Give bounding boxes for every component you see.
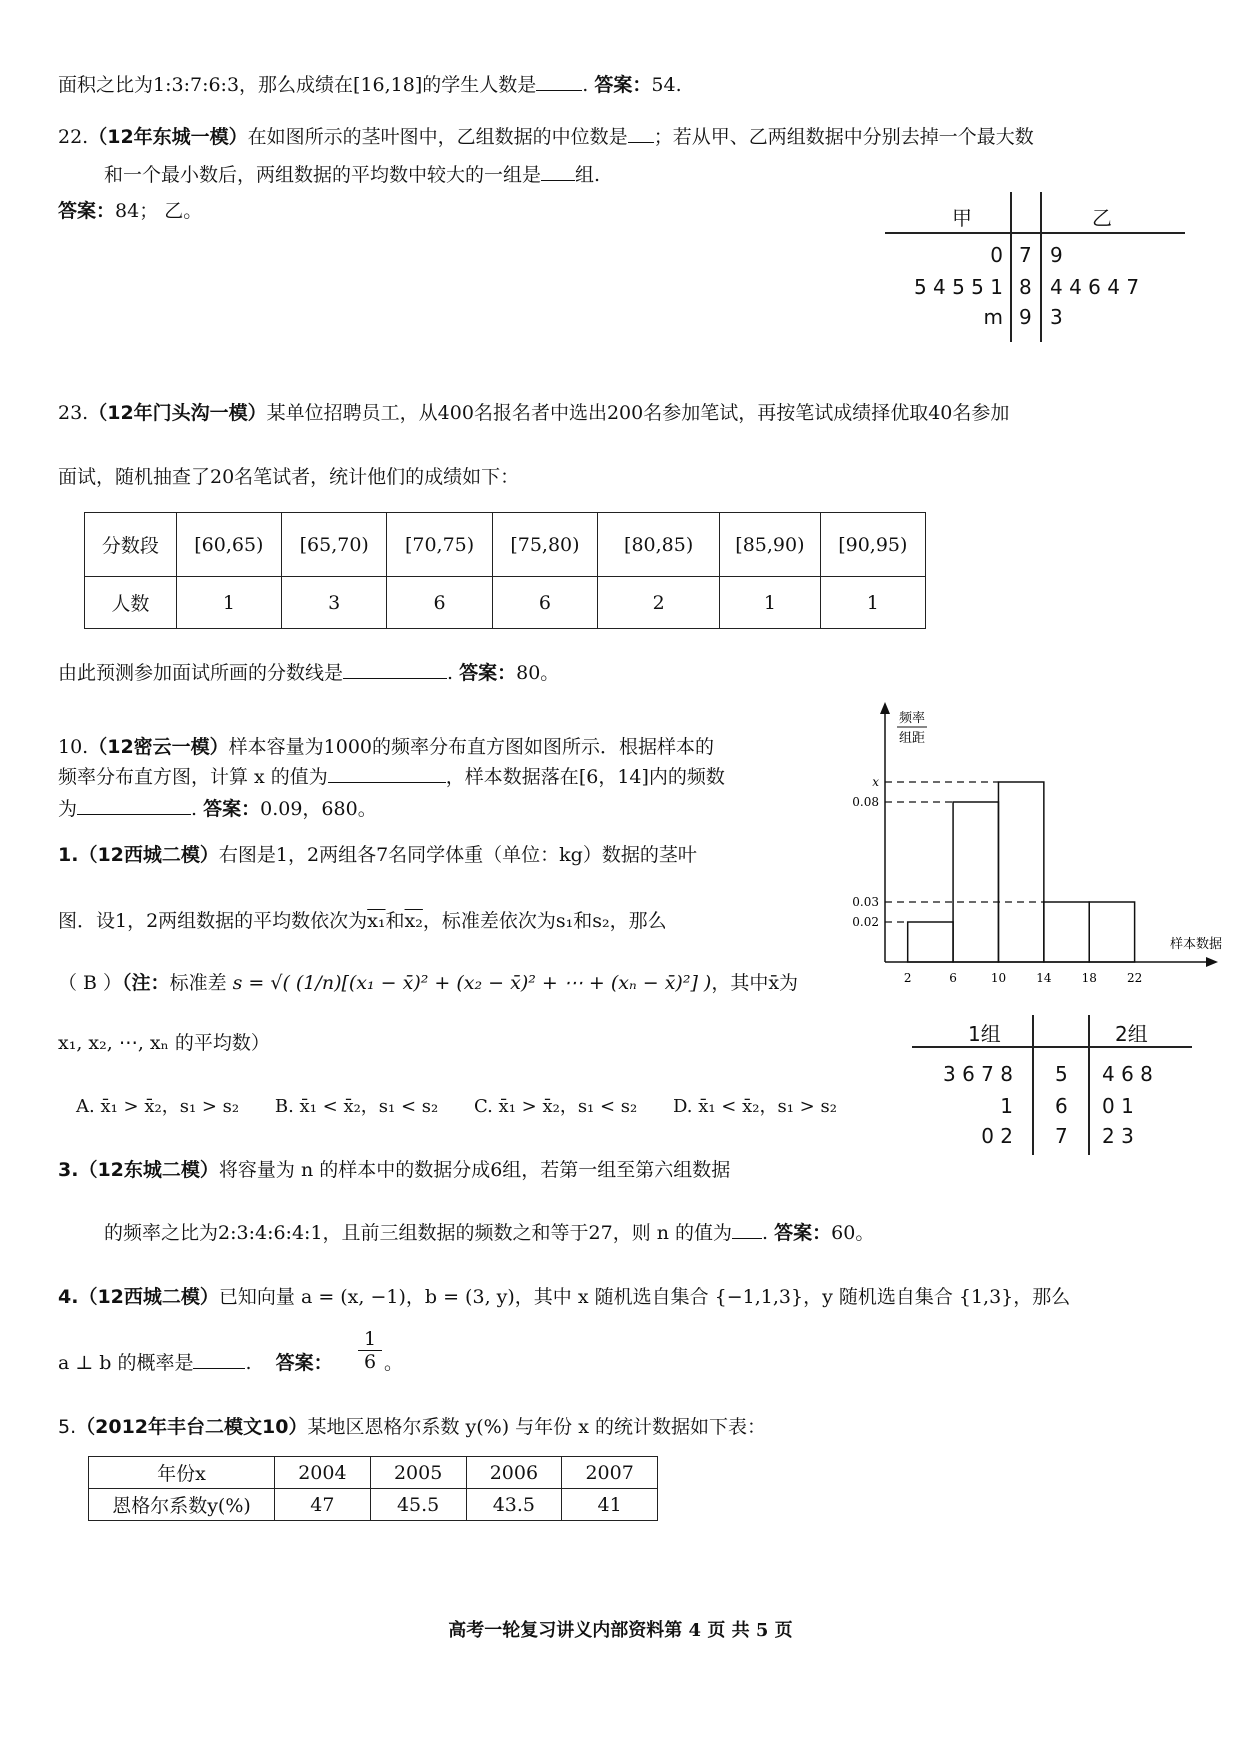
q5-td-1: 47	[275, 1489, 371, 1521]
q22-row1-left: 5 4 5 5 1	[913, 275, 1003, 299]
q10-line2: 频率分布直方图，计算 x 的值为 ，样本数据落在[6，14]内的频数	[58, 766, 725, 788]
q1-line1: 1.（12西城二模）右图是1，2两组各7名同学体重（单位：kg）数据的茎叶	[58, 844, 697, 866]
q22-right-header: 乙	[1092, 206, 1112, 230]
q1-row0-left: 3 6 7 8	[943, 1062, 1013, 1086]
q5-td-4: 41	[562, 1489, 658, 1521]
q5-th-3: 2006	[466, 1457, 562, 1489]
q23-td-1: 1	[176, 577, 281, 629]
q1-row1-stem: 6	[1055, 1094, 1068, 1118]
q1-row2-right: 2 3	[1102, 1124, 1134, 1148]
q22-answer: 答案：84； 乙。	[58, 200, 203, 222]
q22-line2: 和一个最小数后，两组数据的平均数中较大的一组是 组.	[104, 164, 601, 186]
q1-row1-left: 1	[1000, 1094, 1013, 1118]
frequency-histogram	[835, 700, 1225, 990]
y-tick-label: 0.03	[852, 895, 879, 909]
q3-line1: 3.（12东城二模）将容量为 n 的样本中的数据分成6组，若第一组至第六组数据	[58, 1159, 731, 1181]
q22-row0-right: 9	[1050, 243, 1063, 267]
q1-option-a[interactable]: A. x̄₁ > x̄₂，s₁ > s₂	[76, 1096, 240, 1117]
q1-line3: （ B ）（注：标准差 s = √( (1/n)[(x₁ − x̄)² + (x₂ − x̄)² + ⋯ + (xₙ − x̄)²] )，其中x̄为	[58, 972, 799, 994]
q1-left-header: 1组	[968, 1022, 1001, 1046]
x-tick-label: 6	[949, 971, 957, 985]
q1-row0-right: 4 6 8	[1102, 1062, 1153, 1086]
x-tick-label: 22	[1126, 971, 1143, 985]
q1-row0-stem: 5	[1055, 1062, 1068, 1086]
q22-row2-stem: 9	[1019, 305, 1032, 329]
q3-line2: 的频率之比为2:3:4:6:4:1，且前三组数据的频数之和等于27，则 n 的值为 . 答案：60。	[104, 1222, 875, 1244]
q23-td-2: 3	[282, 577, 387, 629]
q23-td-7: 1	[820, 577, 925, 629]
q4-line1: 4.（12西城二模）已知向量 a = (x, −1)，b = (3, y)，其中 x 随机选自集合 {−1,1,3}，y 随机选自集合 {1,3}，那么	[58, 1286, 1071, 1308]
histogram-bar	[953, 802, 998, 962]
q4-line2: a ⊥ b 的概率是 . 答案：	[58, 1352, 333, 1374]
q5-td-3: 43.5	[466, 1489, 562, 1521]
q23-td-3: 6	[387, 577, 492, 629]
histogram-bar	[1044, 902, 1089, 962]
q10-line3: 为 . 答案：0.09，680。	[58, 798, 377, 820]
q23-th-5: [80,85)	[598, 513, 720, 577]
x-tick-label: 2	[903, 971, 912, 985]
y-axis-arrow	[880, 702, 890, 714]
q23-score-table	[84, 512, 926, 629]
x-tick-label: 14	[1036, 971, 1052, 985]
q23-th-6: [85,90)	[720, 513, 820, 577]
q1-right-header: 2组	[1115, 1022, 1148, 1046]
q1-line2: 图．设1，2两组数据的平均数依次为x₁和x₂，标准差依次为s₁和s₂，那么	[58, 910, 667, 932]
q5-th-0: 年份x	[89, 1457, 275, 1489]
q1-row2-left: 0 2	[981, 1124, 1013, 1148]
q4-answer-tail: 。	[384, 1352, 404, 1374]
q1-row1-right: 0 1	[1102, 1094, 1134, 1118]
x-tick-label: 18	[1081, 971, 1097, 985]
q5-td-0: 恩格尔系数y(%)	[89, 1489, 275, 1521]
y-label-top: 频率	[899, 711, 926, 726]
q23-td-0: 人数	[85, 577, 177, 629]
q22-left-header: 甲	[952, 206, 972, 230]
q1-option-d[interactable]: D. x̄₁ < x̄₂，s₁ > s₂	[672, 1096, 837, 1117]
q10-line1: 10.（12密云一模）样本容量为1000的频率分布直方图如图所示．根据样本的	[58, 736, 715, 758]
q1-option-c[interactable]: C. x̄₁ > x̄₂，s₁ < s₂	[473, 1096, 638, 1117]
q1-options	[76, 1092, 867, 1118]
q23-line2: 面试，随机抽查了20名笔试者，统计他们的成绩如下：	[58, 466, 520, 488]
q22-row2-right: 3	[1050, 305, 1063, 329]
q1-option-b[interactable]: B. x̄₁ < x̄₂，s₁ < s₂	[274, 1096, 439, 1117]
y-label-bottom: 组距	[899, 731, 926, 746]
q22-line1: 22.（12年东城一模）在如图所示的茎叶图中，乙组数据的中位数是 ；若从甲、乙两组数据中分别去掉一个最大数	[58, 126, 1034, 148]
q22-row2-left: m	[983, 305, 1003, 329]
top-line: 面积之比为1:3:7:6:3，那么成绩在[16,18]的学生人数是 . 答案：54.	[58, 74, 682, 96]
q5-line1: 5.（2012年丰台二模文10）某地区恩格尔系数 y(%) 与年份 x 的统计数据如下表：	[58, 1416, 766, 1438]
q23-line1: 23.（12年门头沟一模）某单位招聘员工，从400名报名者中选出200名参加笔试，再按笔试成绩择优取40名参加	[58, 402, 1010, 424]
q22-row0-left: 0	[990, 243, 1003, 267]
q1-line4: x₁, x₂, ⋯, xₙ 的平均数）	[58, 1032, 270, 1054]
q5-table	[88, 1456, 658, 1521]
y-tick-label: 0.08	[852, 795, 879, 809]
q5-th-1: 2004	[275, 1457, 371, 1489]
q23-th-0: 分数段	[85, 513, 177, 577]
q5-th-2: 2005	[370, 1457, 466, 1489]
q23-th-1: [60,65)	[176, 513, 281, 577]
x-label: 样本数据	[1170, 937, 1223, 952]
q5-td-2: 45.5	[370, 1489, 466, 1521]
histogram-bar	[1089, 902, 1134, 962]
q4-fraction: 1 6	[358, 1328, 382, 1373]
q22-row1-right: 4 4 6 4 7	[1050, 275, 1140, 299]
histogram-bar	[998, 782, 1043, 962]
page-footer: 高考一轮复习讲义内部资料第 4 页 共 5 页	[448, 1620, 793, 1641]
histogram-bar	[908, 922, 953, 962]
q1-row2-stem: 7	[1055, 1124, 1068, 1148]
q23-th-7: [90,95)	[820, 513, 925, 577]
q23-td-5: 2	[598, 577, 720, 629]
q23-line3: 由此预测参加面试所画的分数线是 . 答案：80。	[58, 662, 560, 684]
x-axis-arrow	[1206, 957, 1218, 967]
q23-th-3: [70,75)	[387, 513, 492, 577]
q22-row0-stem: 7	[1019, 243, 1032, 267]
q23-td-6: 1	[720, 577, 820, 629]
q23-td-4: 6	[492, 577, 597, 629]
q23-th-2: [65,70)	[282, 513, 387, 577]
y-tick-label: x	[872, 775, 879, 789]
y-tick-label: 0.02	[852, 915, 879, 929]
q23-th-4: [75,80)	[492, 513, 597, 577]
q22-row1-stem: 8	[1019, 275, 1032, 299]
x-tick-label: 10	[990, 971, 1007, 985]
q5-th-4: 2007	[562, 1457, 658, 1489]
